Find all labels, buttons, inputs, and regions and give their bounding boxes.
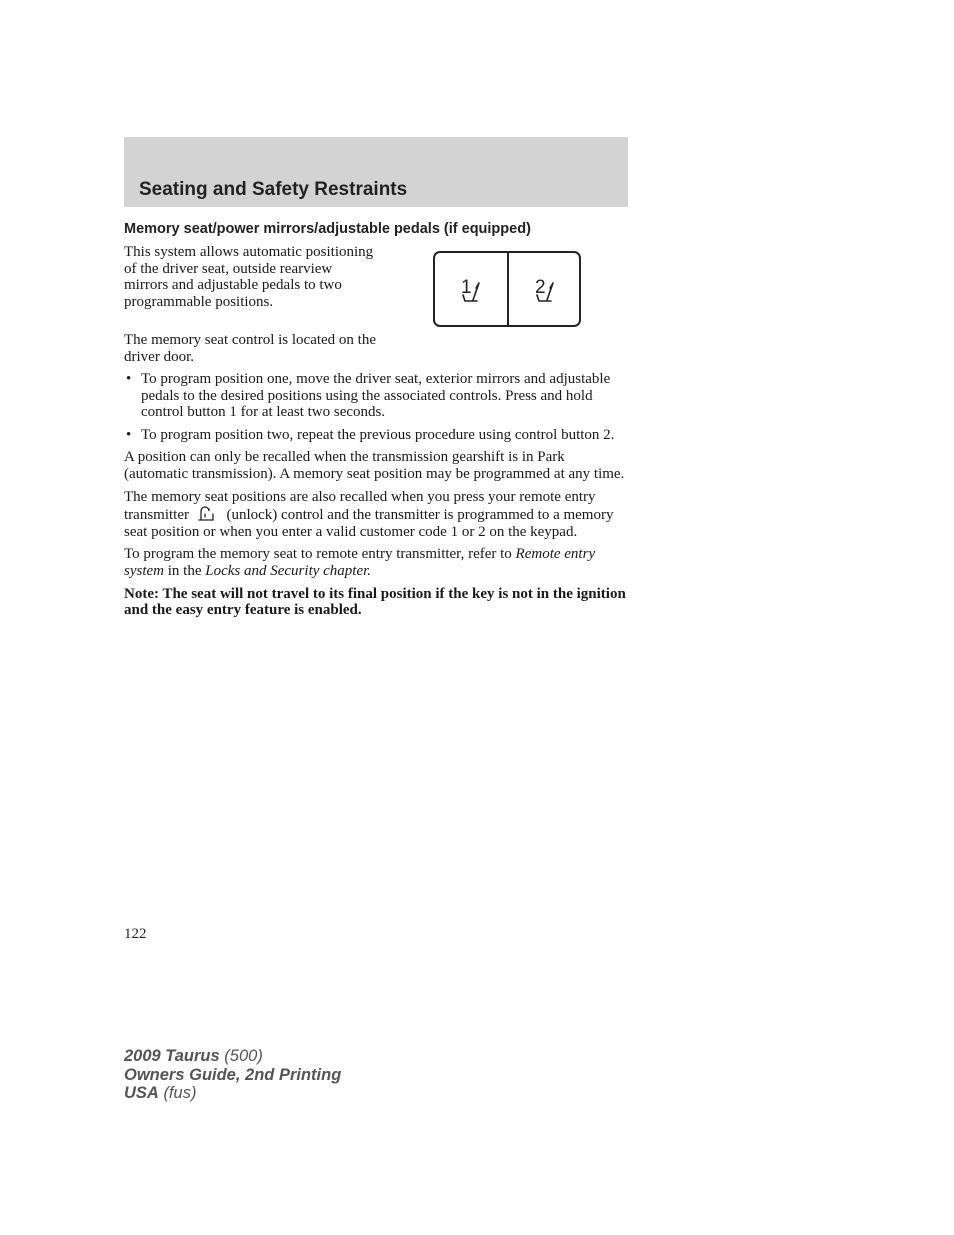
main-content (124, 371, 628, 625)
note-paragraph: Note: The seat will not travel to its final position if the key is not in the ignition and the easy entry feature is enabled. (124, 585, 626, 619)
bullet-dot: • (126, 371, 132, 387)
footer-region-code: (fus) (163, 1084, 197, 1102)
memory-button-2 (535, 277, 553, 301)
page-number: 122 (124, 926, 147, 942)
remote-entry-system-reference: Remote entry system (124, 546, 596, 579)
section-title: Memory seat/power mirrors/adjustable pedals (if equipped) (124, 221, 531, 237)
remote-paragraph (124, 489, 628, 541)
footer-line-model (124, 1047, 341, 1066)
footer-model-code: (500) (224, 1047, 263, 1065)
list-item (124, 371, 628, 421)
remote-text-after: (unlock) control and the transmitter is programmed to a memory seat position or when you enter a valid customer code 1 or 2 on the keypad. (124, 507, 614, 540)
footer-region: USA (124, 1084, 159, 1102)
locks-security-reference: Locks and Security chapter. (205, 562, 372, 579)
recall-paragraph: A position can only be recalled when the transmission gearshift is in Park (automatic transmission). A memory seat position may be programmed at any time. (124, 449, 625, 482)
footer-model: 2009 Taurus (124, 1047, 220, 1065)
bullet-text: To program position two, repeat the previous procedure using control button 2. (141, 426, 615, 443)
page-title: Seating and Safety Restraints (139, 179, 408, 200)
list-item (124, 427, 628, 444)
memory-button-1-label: 1 (461, 277, 472, 298)
seat-memory-icon (435, 253, 583, 329)
program-ref-middle: in the (167, 562, 202, 579)
footer (124, 1047, 341, 1103)
memory-seat-control-figure (433, 251, 581, 327)
unlock-icon (195, 505, 217, 521)
bullet-text: To program position one, move the driver seat, exterior mirrors and adjustable pedals to the desired positions using the associated controls. Press and hold control button 1 for at least two seconds. (141, 371, 611, 421)
footer-guide: Owners Guide, 2nd Printing (124, 1065, 342, 1084)
bullet-dot: • (126, 426, 132, 443)
remote-text-before: The memory seat positions are also recalled when you press your remote entry transmitter (124, 488, 596, 524)
header-band (124, 137, 628, 207)
program-ref-before: To program the memory seat to remote entry transmitter, refer to (124, 546, 512, 563)
location-paragraph: The memory seat control is located on the driver door. (124, 332, 377, 365)
memory-button-2-label: 2 (535, 277, 546, 298)
memory-button-1 (461, 277, 479, 301)
intro-paragraph: This system allows automatic positioning of the driver seat, outside rearview mirrors and adjustable pedals to two programmable positions. (124, 244, 374, 310)
program-reference-paragraph (124, 546, 628, 579)
footer-line-region (124, 1084, 341, 1103)
